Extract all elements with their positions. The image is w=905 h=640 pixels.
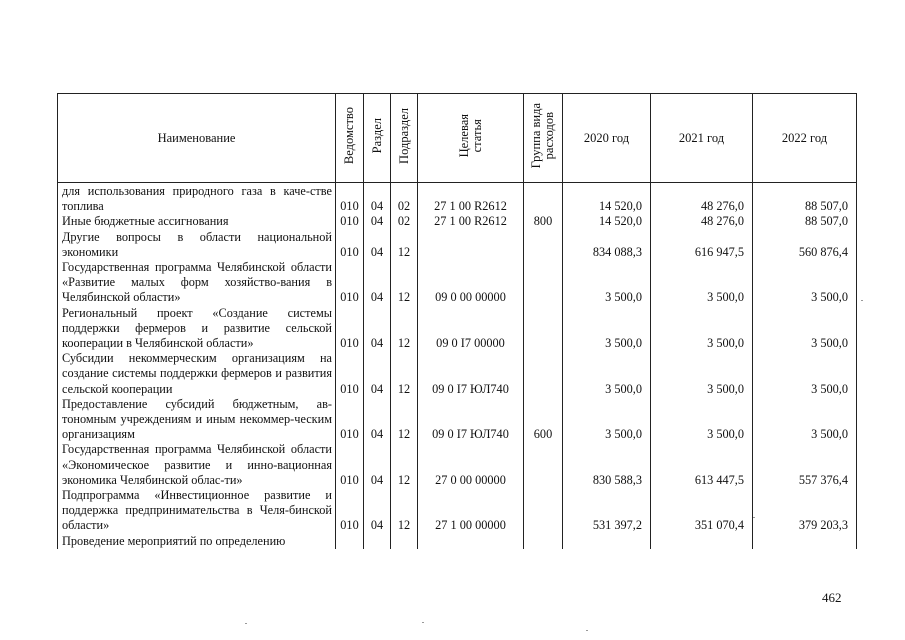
row-target-article (418, 230, 524, 260)
header-podrazdel: Подраздел (391, 94, 418, 183)
row-expense-group (524, 351, 563, 397)
table-row (58, 397, 857, 443)
scan-speck (753, 517, 755, 518)
row-amount-2022: 88 507,0 (753, 214, 857, 229)
header-target-article: Целевая статья (418, 94, 524, 183)
table-header-row (58, 94, 857, 183)
header-vedomstvo: Ведомство (336, 94, 364, 183)
row-podrazdel: 12 (391, 442, 418, 488)
row-target-article: 27 1 00 R2612 (418, 214, 524, 229)
row-name: Другие вопросы в области национальной экономики (58, 230, 336, 260)
row-razdel: 04 (364, 183, 391, 215)
row-expense-group (524, 306, 563, 352)
row-expense-group (524, 183, 563, 215)
row-amount-2020: 531 397,2 (563, 488, 651, 534)
row-razdel: 04 (364, 230, 391, 260)
row-name: Субсидии некоммерческим организациям на создание системы поддержки фермеров и развития сельской кооперации (58, 351, 336, 397)
row-vedomstvo: 010 (336, 306, 364, 352)
row-amount-2022: 88 507,0 (753, 183, 857, 215)
row-amount-2021: 3 500,0 (651, 397, 753, 443)
scan-speck (861, 300, 863, 301)
row-vedomstvo: 010 (336, 488, 364, 534)
page-number: 462 (822, 590, 842, 605)
row-amount-2022: 3 500,0 (753, 397, 857, 443)
row-target-article: 27 0 00 00000 (418, 442, 524, 488)
row-name: Государственная программа Челябинской области «Экономическое развитие и инно-вационная экономика Челябинской облас-ти» (58, 442, 336, 488)
row-expense-group (524, 442, 563, 488)
scan-speck (422, 622, 424, 623)
row-vedomstvo: 010 (336, 260, 364, 306)
header-name: Наименование (58, 94, 336, 183)
row-podrazdel: 12 (391, 230, 418, 260)
row-podrazdel: 12 (391, 488, 418, 534)
row-podrazdel: 12 (391, 306, 418, 352)
header-year-2022: 2022 год (753, 94, 857, 183)
row-amount-2021: 48 276,0 (651, 183, 753, 215)
row-amount-2021: 616 947,5 (651, 230, 753, 260)
row-amount-2020 (563, 534, 651, 549)
table-row (58, 488, 857, 534)
row-expense-group (524, 230, 563, 260)
row-target-article (418, 534, 524, 549)
row-vedomstvo: 010 (336, 397, 364, 443)
row-vedomstvo: 010 (336, 183, 364, 215)
row-vedomstvo: 010 (336, 230, 364, 260)
header-razdel: Раздел (364, 94, 391, 183)
row-target-article: 09 0 I7 ЮЛ740 (418, 397, 524, 443)
table-row (58, 351, 857, 397)
row-expense-group: 800 (524, 214, 563, 229)
row-name: Подпрограмма «Инвестиционное развитие и поддержка предпринимательства в Челя-бинской области» (58, 488, 336, 534)
table-row (58, 260, 857, 306)
row-amount-2021 (651, 534, 753, 549)
row-expense-group (524, 534, 563, 549)
row-target-article: 27 1 00 00000 (418, 488, 524, 534)
row-amount-2021: 351 070,4 (651, 488, 753, 534)
table-row (58, 442, 857, 488)
row-amount-2020: 3 500,0 (563, 260, 651, 306)
row-razdel: 04 (364, 488, 391, 534)
row-amount-2022: 3 500,0 (753, 306, 857, 352)
row-razdel: 04 (364, 397, 391, 443)
row-amount-2022: 379 203,3 (753, 488, 857, 534)
row-amount-2021: 3 500,0 (651, 306, 753, 352)
row-amount-2020: 830 588,3 (563, 442, 651, 488)
row-expense-group (524, 488, 563, 534)
row-razdel: 04 (364, 351, 391, 397)
row-vedomstvo (336, 534, 364, 549)
row-target-article: 09 0 00 00000 (418, 260, 524, 306)
row-amount-2021: 48 276,0 (651, 214, 753, 229)
row-amount-2020: 3 500,0 (563, 351, 651, 397)
row-razdel: 04 (364, 442, 391, 488)
header-expense-group: Группа вида расходов (524, 94, 563, 183)
row-name: для использования природного газа в каче-стве топлива (58, 183, 336, 215)
row-amount-2022: 560 876,4 (753, 230, 857, 260)
row-name: Проведение мероприятий по определению (58, 534, 336, 549)
table-row (58, 183, 857, 215)
row-podrazdel: 12 (391, 260, 418, 306)
row-amount-2020: 834 088,3 (563, 230, 651, 260)
table-row (58, 214, 857, 229)
row-amount-2022: 3 500,0 (753, 260, 857, 306)
scan-speck (586, 630, 588, 631)
row-name: Иные бюджетные ассигнования (58, 214, 336, 229)
row-razdel: 04 (364, 306, 391, 352)
row-amount-2021: 613 447,5 (651, 442, 753, 488)
row-razdel (364, 534, 391, 549)
row-vedomstvo: 010 (336, 442, 364, 488)
table-row (58, 306, 857, 352)
row-podrazdel (391, 534, 418, 549)
row-amount-2022: 557 376,4 (753, 442, 857, 488)
row-amount-2020: 14 520,0 (563, 214, 651, 229)
row-expense-group: 600 (524, 397, 563, 443)
row-podrazdel: 12 (391, 351, 418, 397)
header-year-2020: 2020 год (563, 94, 651, 183)
row-amount-2021: 3 500,0 (651, 260, 753, 306)
row-podrazdel: 12 (391, 397, 418, 443)
row-amount-2020: 3 500,0 (563, 397, 651, 443)
header-year-2021: 2021 год (651, 94, 753, 183)
row-expense-group (524, 260, 563, 306)
row-name: Региональный проект «Создание системы поддержки фермеров и развитие сельской кооперации в Челябинской области» (58, 306, 336, 352)
row-name: Государственная программа Челябинской области «Развитие малых форм хозяйство-вания в Челябинской области» (58, 260, 336, 306)
row-amount-2022 (753, 534, 857, 549)
row-amount-2022: 3 500,0 (753, 351, 857, 397)
row-vedomstvo: 010 (336, 351, 364, 397)
row-podrazdel: 02 (391, 214, 418, 229)
row-amount-2021: 3 500,0 (651, 351, 753, 397)
row-vedomstvo: 010 (336, 214, 364, 229)
table-row (58, 230, 857, 260)
row-name: Предоставление субсидий бюджетным, ав-тономным учреждениям и иным некоммер-ческим организациям (58, 397, 336, 443)
budget-table (57, 93, 857, 549)
scan-speck (245, 623, 247, 624)
table-row (58, 534, 857, 549)
row-target-article: 09 0 I7 ЮЛ740 (418, 351, 524, 397)
row-amount-2020: 3 500,0 (563, 306, 651, 352)
row-razdel: 04 (364, 260, 391, 306)
row-target-article: 27 1 00 R2612 (418, 183, 524, 215)
row-target-article: 09 0 I7 00000 (418, 306, 524, 352)
row-amount-2020: 14 520,0 (563, 183, 651, 215)
row-podrazdel: 02 (391, 183, 418, 215)
row-razdel: 04 (364, 214, 391, 229)
